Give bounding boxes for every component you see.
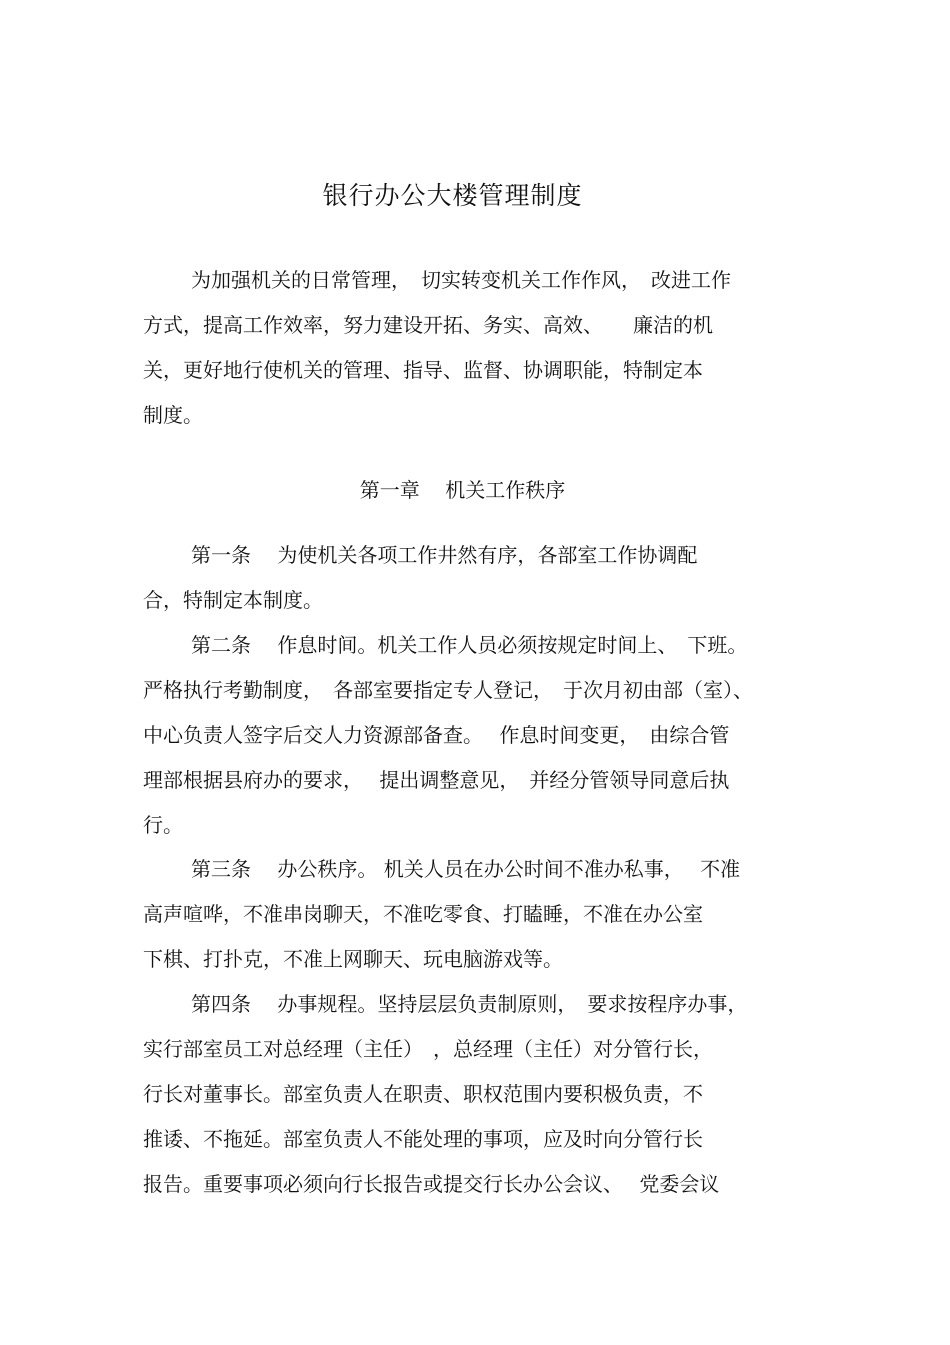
article-2-line-1: 第二条 作息时间。机关工作人员必须按规定时间上、 下班。 <box>191 633 748 657</box>
article-1-line-2: 合，特制定本制度。 <box>143 588 323 612</box>
article-4-line-5: 报告。重要事项必须向行长报告或提交行长办公会议、 党委会议 <box>143 1172 720 1196</box>
article-2-line-5: 行。 <box>143 813 183 837</box>
article-3-line-3: 下棋、打扑克，不准上网聊天、玩电脑游戏等。 <box>143 947 563 971</box>
article-4-line-2: 实行部室员工对总经理（主任） ，总经理（主任）对分管行长， <box>143 1037 713 1061</box>
article-2-line-4: 理部根据县府办的要求， 提出调整意见， 并经分管领导同意后执 <box>143 768 730 792</box>
intro-line-2: 方式，提高工作效率，努力建设开拓、务实、高效、 廉洁的机 <box>143 313 713 337</box>
article-2-line-2: 严格执行考勤制度， 各部室要指定专人登记， 于次月初由部（室）、 <box>143 678 753 702</box>
chapter-heading <box>0 474 925 503</box>
article-4-line-4: 推诿、不拖延。部室负责人不能处理的事项，应及时向分管行长 <box>143 1127 703 1151</box>
article-4-line-3: 行长对董事长。部室负责人在职责、职权范围内要积极负责，不 <box>143 1082 703 1106</box>
article-2-line-3: 中心负责人签字后交人力资源部备查。 作息时间变更， 由综合管 <box>143 723 730 747</box>
article-3-line-2: 高声喧哗，不准串岗聊天，不准吃零食、打瞌睡，不准在办公室 <box>143 902 703 926</box>
chapter-title: 机关工作秩序 <box>445 478 566 502</box>
intro-line-3: 关，更好地行使机关的管理、指导、监督、协调职能，特制定本 <box>143 358 703 382</box>
intro-line-1: 为加强机关的日常管理， 切实转变机关工作作风， 改进工作 <box>191 268 731 292</box>
document-title: 银行办公大楼管理制度 <box>322 181 583 210</box>
article-3-line-1: 第三条 办公秩序。 机关人员在办公时间不准办私事， 不准 <box>191 857 741 881</box>
article-1-line-1: 第一条 为使机关各项工作井然有序，各部室工作协调配 <box>191 543 698 567</box>
article-4-line-1: 第四条 办事规程。坚持层层负责制原则， 要求按程序办事， <box>191 992 748 1016</box>
chapter-number: 第一章 <box>359 478 420 502</box>
intro-line-4: 制度。 <box>143 403 203 427</box>
